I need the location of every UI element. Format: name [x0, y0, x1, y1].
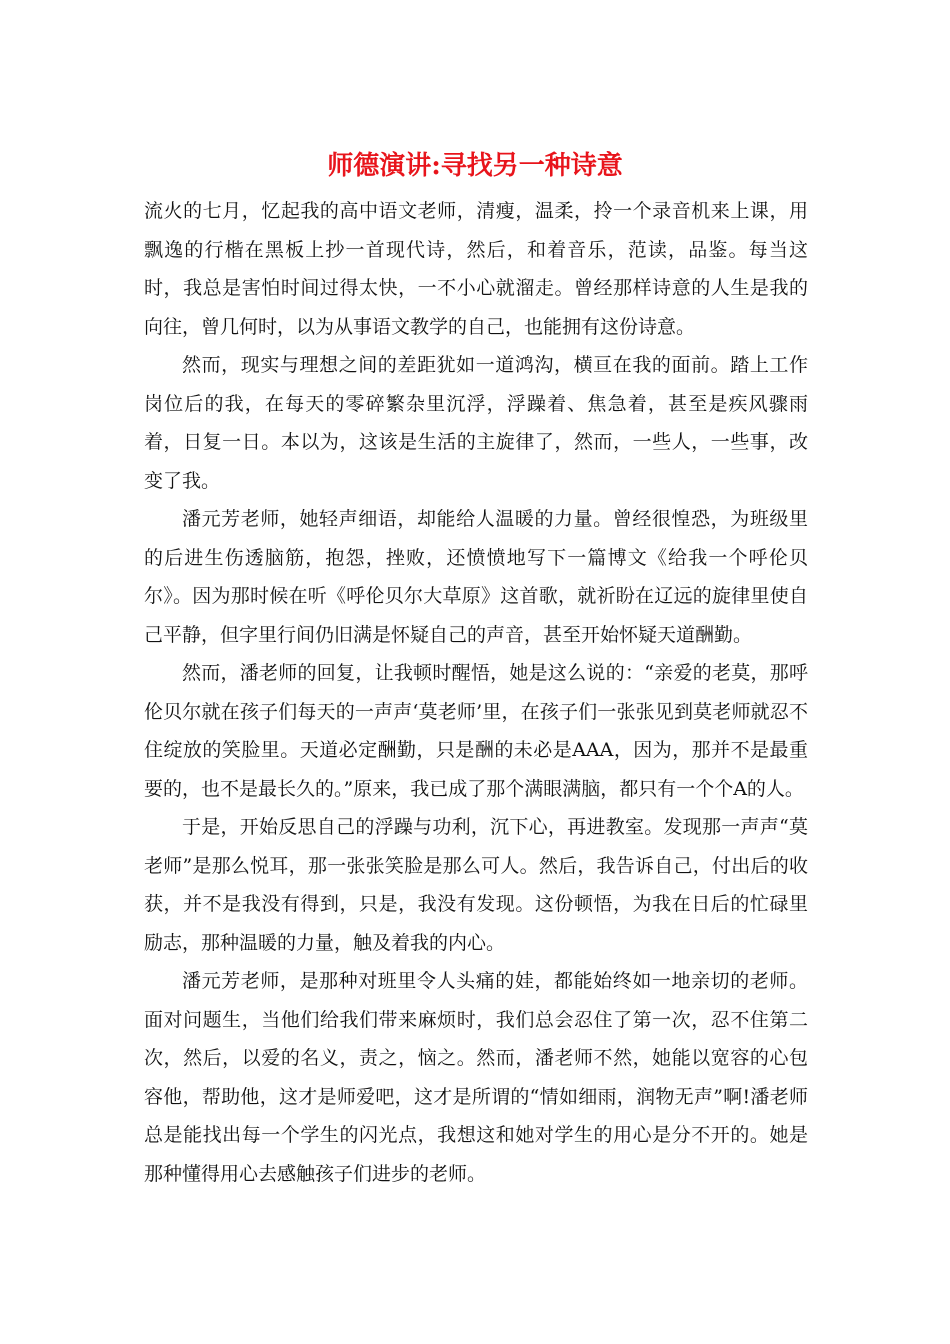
paragraph-5: 于是，开始反思自己的浮躁与功利，沉下心，再进教室。发现那一声声“莫老师”是那么悦耳，那一张张笑脸是那么可人。然后，我告诉自己，付出后的收获，并不是我没有得到，只是，我没有发现。这份顿悟，为我在日后的忙碌里励志，那种温暖的力量，触及着我的内心。: [144, 816, 808, 954]
paragraph-2: 然而，现实与理想之间的差距犹如一道鸿沟，横亘在我的面前。踏上工作岗位后的我，在每天的零碎繁杂里沉浮，浮躁着、焦急着，甚至是疾风骤雨着，日复一日。本以为，这该是生活的主旋律了，然而，一些人，一些事，改变了我。: [144, 354, 808, 492]
document-body: [144, 192, 808, 1193]
paragraph-3: 潘元芳老师，她轻声细语，却能给人温暖的力量。曾经很惶恐，为班级里的后进生伤透脑筋，抱怨，挫败，还愤愤地写下一篇博文《给我一个呼伦贝尔》。因为那时候在听《呼伦贝尔大草原》这首歌，就祈盼在辽远的旋律里使自己平静，但字里行间仍旧满是怀疑自己的声音，甚至开始怀疑天道酬勤。: [144, 508, 808, 646]
document-title: 师德演讲:寻找另一种诗意: [327, 151, 623, 181]
paragraph-6: 潘元芳老师，是那种对班里令人头痛的娃，都能始终如一地亲切的老师。面对问题生，当他们给我们带来麻烦时，我们总会忍住了第一次，忍不住第二次，然后，以爱的名义，责之，恼之。然而，潘老师不然，她能以宽容的心包容他，帮助他，这才是师爱吧，这才是所谓的“情如细雨，润物无声”啊!潘老师总是能找出每一个学生的闪光点，我想这和她对学生的用心是分不开的。她是那种懂得用心去感触孩子们进步的老师。: [144, 970, 808, 1185]
paragraph-1: 流火的七月，忆起我的高中语文老师，清瘦，温柔，拎一个录音机来上课，用飘逸的行楷在黑板上抄一首现代诗，然后，和着音乐，范读，品鉴。每当这时，我总是害怕时间过得太快，一不小心就溜走。曾经那样诗意的人生是我的向往，曾几何时，以为从事语文教学的自己，也能拥有这份诗意。: [144, 200, 808, 338]
paragraph-4: 然而，潘老师的回复，让我顿时醒悟，她是这么说的：“亲爱的老莫，那呼伦贝尔就在孩子们每天的一声声‘莫老师’里，在孩子们一张张见到莫老师就忍不住绽放的笑脸里。天道必定酬勤，只是酬的未必是AAA，因为，那并不是最重要的，也不是最长久的。”原来，我已成了那个满眼满脑，都只有一个个A的人。: [144, 662, 808, 800]
